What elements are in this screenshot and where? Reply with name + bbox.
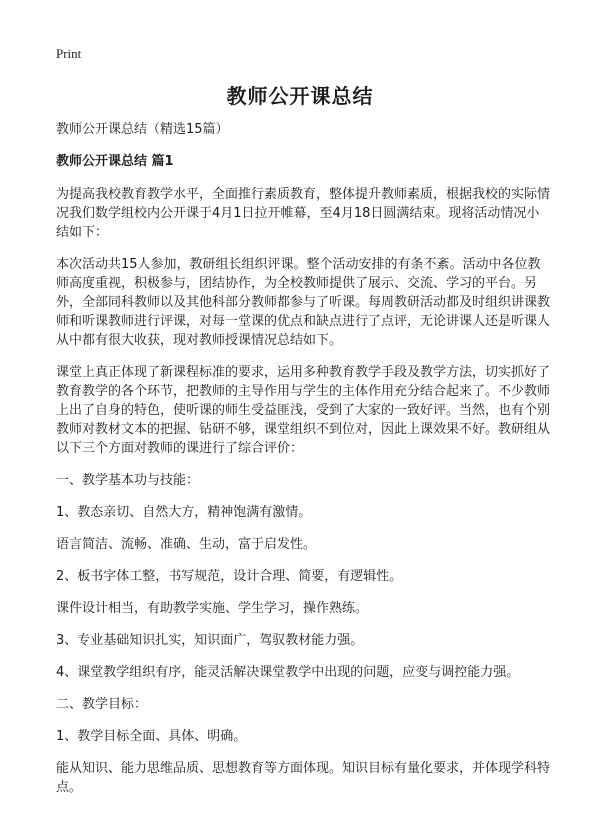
- list-item: 2、板书字体工整，书写规范，设计合理、简要，有逻辑性。: [56, 569, 403, 584]
- list-item: 课件设计相当，有助教学实施、学生学习，操作熟练。: [56, 601, 369, 616]
- page-title: 教师公开课总结: [226, 84, 374, 108]
- document-body: [56, 120, 550, 810]
- intro-paragraph: 为提高我校教育教学水平，全面推行素质教育，整体提升教师素质，根据我校的实际情况我们数学组校内公开课于4月1日拉开帷幕，至4月18日圆满结束。现将活动情况小结如下：: [56, 187, 551, 240]
- list-item: 3、专业基础知识扎实，知识面广，驾驭教材能力强。: [56, 633, 364, 648]
- section-heading: 教师公开课总结 篇1: [56, 154, 174, 169]
- document-subtitle: 教师公开课总结（精选15篇）: [56, 122, 229, 137]
- list-heading-teaching-goals: 二、教学目标：: [56, 697, 148, 712]
- list-item: 语言简洁、流畅、准确、生动，富于启发性。: [56, 537, 317, 552]
- list-item: 4、课堂教学组织有序，能灵活解决课堂教学中出现的问题，应变与调控能力强。: [56, 665, 520, 680]
- list-item: 1、教学目标全面、具体、明确。: [56, 729, 247, 744]
- activity-paragraph: 本次活动共15人参加，教研组长组织评课。整个活动安排的有条不紊。活动中各位教师高度重视，积极参与，团结协作，为全校教师提供了展示、交流、学习的平台。另外，全部同科教师以及其他科部分教师都参与了听课。每周教研活动都及时组织讲课教师和听课教师进行评课，对每一堂课的优点和缺点进行了点评，无论讲课人还是听课人从中都有很大收获，现对教师授课情况总结如下。: [56, 257, 551, 348]
- list-heading-basic-skills: 一、教学基本功与技能：: [56, 473, 200, 488]
- list-item: 1、教态亲切、自然大方，精神饱满有激情。: [56, 505, 312, 520]
- print-link[interactable]: Print: [56, 46, 82, 61]
- evaluation-paragraph: 课堂上真正体现了新课程标准的要求，运用多种教育教学手段及教学方法，切实抓好了教育教学的各个环节，把教师的主导作用与学生的主体作用充分结合起来了。不少教师上出了自身的特色，使听课的师生受益匪浅，受到了大家的一致好评。当然，也有个别教师对教材文本的把握、钻研不够，课堂组织不到位对，因此上课效果不好。教研组从以下三个方面对教师的课进行了综合评价：: [56, 365, 551, 456]
- list-item: 能从知识、能力思维品质、思想教育等方面体现。知识目标有量化要求，并体现学科特点。: [56, 761, 551, 795]
